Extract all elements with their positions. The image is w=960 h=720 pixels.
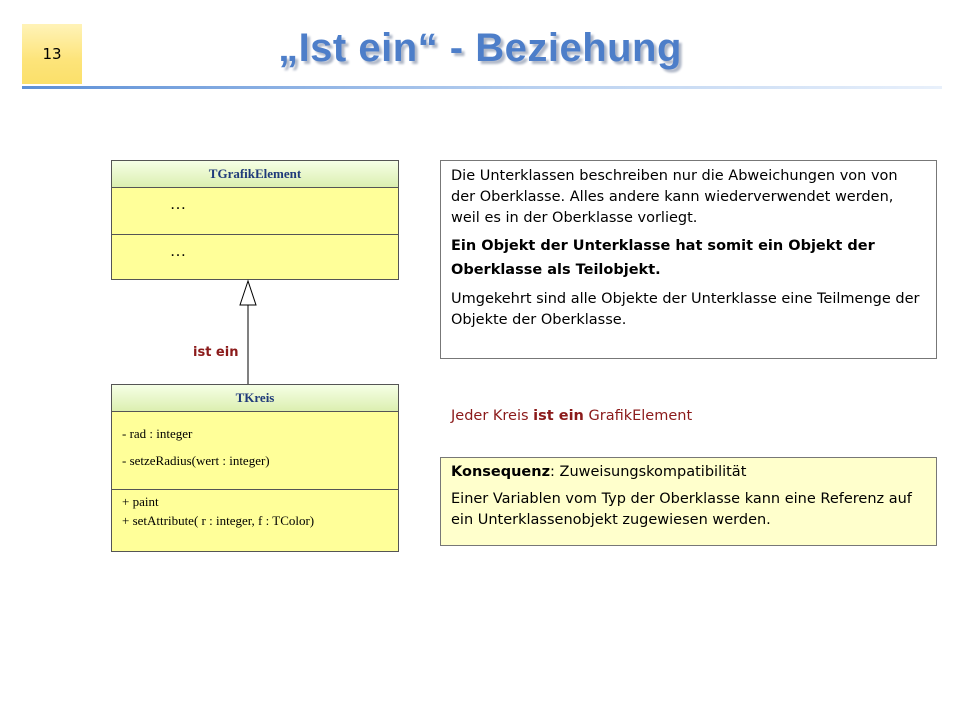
relation-label: ist ein (193, 345, 239, 360)
class-tgrafikelement-name: TGrafikElement (112, 161, 398, 188)
consequence-label: Konsequenz (451, 464, 551, 480)
slide-title: „Ist ein“ - Beziehung (278, 26, 682, 70)
consequence-label-rest: : Zuweisungskompatibilität (550, 464, 747, 480)
attribute-rad: - rad : integer (122, 426, 193, 441)
explanation-box (440, 160, 937, 359)
class-tkreis (111, 384, 399, 552)
slide-number-text: 13 (42, 45, 62, 63)
class-tkreis-methods (112, 490, 398, 529)
consequence-text: Einer Variablen vom Typ der Oberklasse kann eine Referenz auf ein Unterklassenobjekt zugewiesen werden. (451, 491, 912, 529)
consequence-box (440, 457, 937, 546)
example-prefix: Jeder Kreis (451, 408, 534, 424)
method-paint: + paint (122, 494, 159, 509)
example-line (451, 408, 692, 424)
example-suffix: GrafikElement (583, 408, 693, 424)
methods-placeholder: … (170, 243, 186, 260)
consequence-heading (451, 462, 926, 483)
class-tkreis-name: TKreis (112, 385, 398, 412)
explanation-paragraph-2: Ein Objekt der Unterklasse hat somit ein Objekt der Oberklasse als Teilobjekt. (451, 238, 875, 278)
explanation-paragraph-3: Umgekehrt sind alle Objekte der Unterklasse eine Teilmenge der Objekte der Oberklasse. (451, 290, 920, 328)
generalization-triangle (240, 281, 256, 305)
attribute-setzeradius: - setzeRadius(wert : integer) (122, 453, 270, 468)
explanation-paragraph-1: Die Unterklassen beschreiben nur die Abweichungen von von der Oberklasse. Alles andere kann wiederverwendet werden, weil es in der Oberklasse vorliegt. (451, 168, 898, 227)
example-emphasis: ist ein (533, 408, 584, 424)
method-setattribute: + setAttribute( r : integer, f : TColor) (122, 513, 315, 528)
class-tkreis-attributes (112, 412, 398, 490)
attributes-placeholder: … (170, 196, 186, 213)
